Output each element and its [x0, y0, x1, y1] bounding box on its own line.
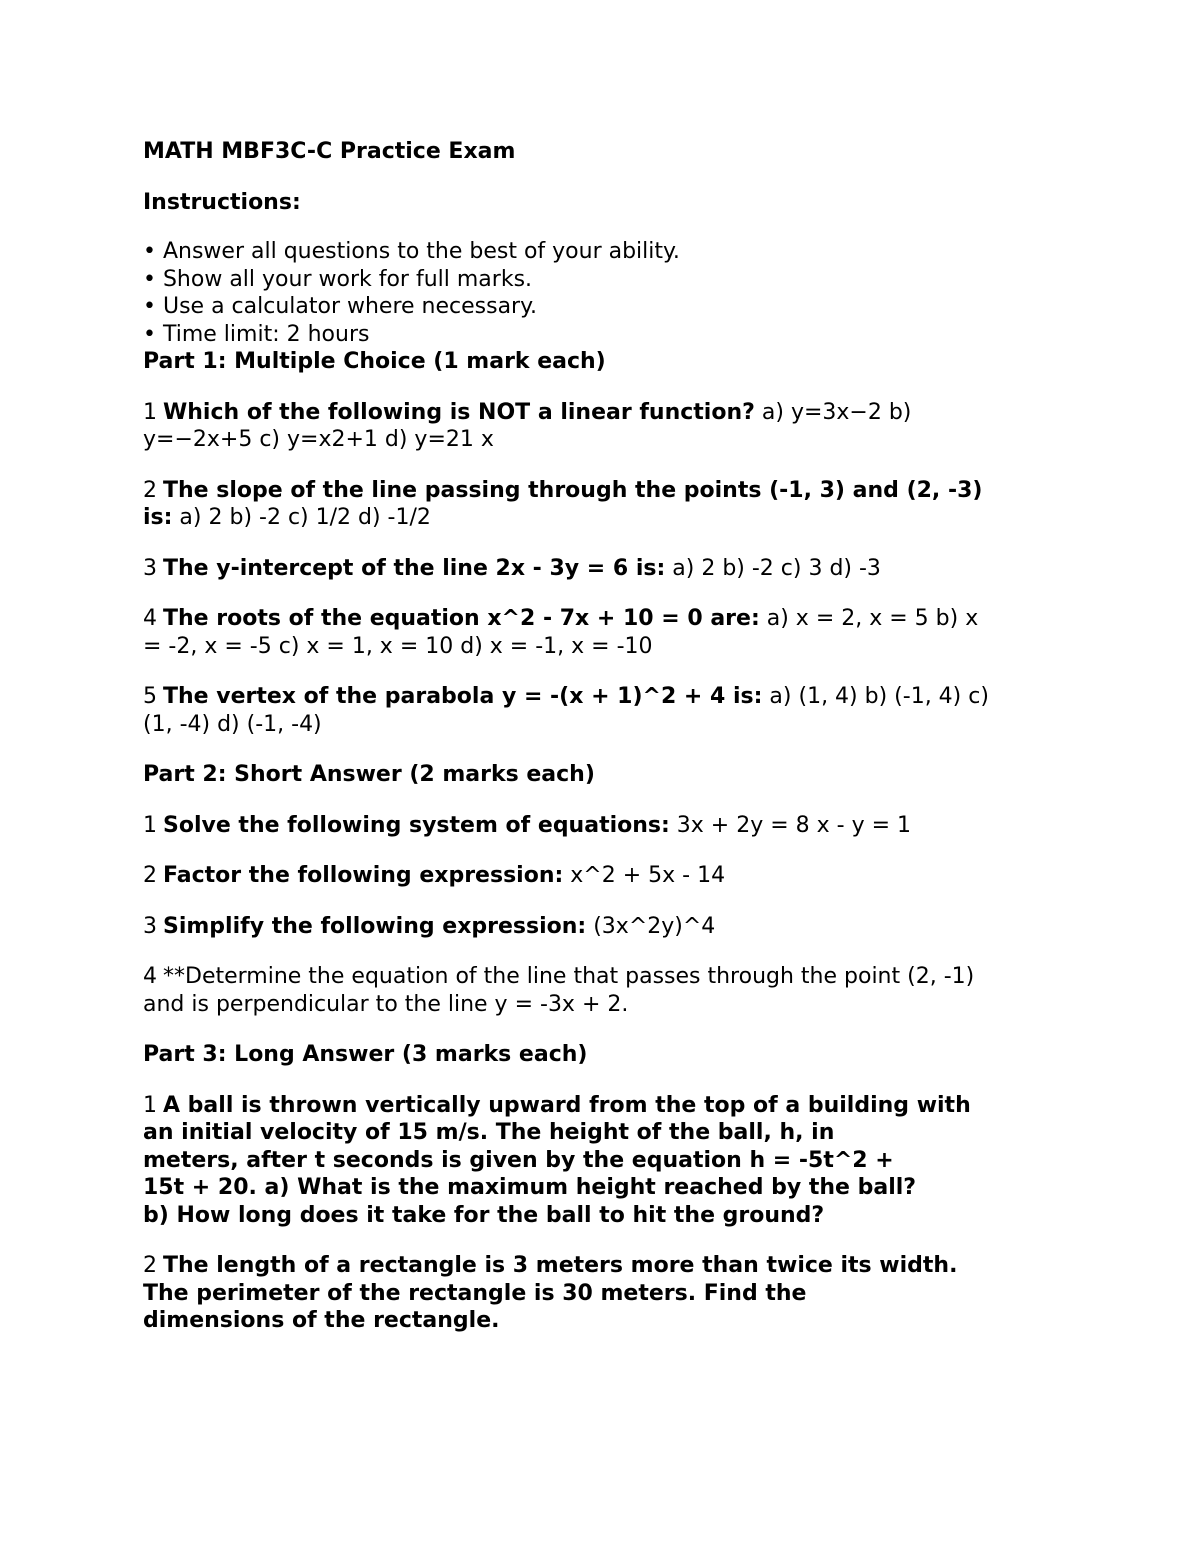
question-prompt: Solve the following system of equations:	[163, 812, 670, 838]
part2-heading: Part 2: Short Answer (2 marks each)	[143, 762, 595, 787]
question-options: a) y=3x−2 b)	[754, 399, 912, 425]
question-body: x^2 + 5x - 14	[563, 863, 726, 888]
question-options: a) 2 b) -2 c) 3 d) -3	[665, 555, 881, 581]
part2-question-4	[143, 963, 1058, 1018]
question-text-line: The length of a rectangle is 3 meters more than twice its width.	[163, 1253, 958, 1278]
question-options-cont: = -2, x = -5 c) x = 1, x = 10 d) x = -1, x = -10	[143, 633, 653, 659]
part1-question-2	[143, 477, 1058, 532]
question-options-cont: (1, -4) d) (-1, -4)	[143, 711, 322, 737]
exam-document	[143, 138, 1058, 1335]
question-prompt: Which of the following is NOT a linear function?	[163, 399, 755, 425]
question-body-cont: and is perpendicular to the line y = -3x + 2.	[143, 991, 629, 1017]
question-text-line: dimensions of the rectangle.	[143, 1308, 500, 1333]
question-body: (3x^2y)^4	[586, 913, 716, 939]
part3-heading: Part 3: Long Answer (3 marks each)	[143, 1042, 588, 1067]
question-prompt: The vertex of the parabola y = -(x + 1)^2 + 4 is:	[163, 684, 763, 709]
question-prompt: The slope of the line passing through the points (-1, 3) and (2, -3)	[163, 477, 983, 503]
question-body: **Determine the equation of the line that passes through the point (2, -1)	[163, 964, 975, 989]
part3-question-1	[143, 1092, 1058, 1230]
part2-question-2	[143, 862, 1058, 890]
instruction-item: • Use a calculator where necessary.	[143, 294, 537, 319]
question-text-line: b) How long does it take for the ball to hit the ground?	[143, 1202, 825, 1228]
question-prompt-cont: is:	[143, 505, 173, 530]
question-text-line: an initial velocity of 15 m/s. The height of the ball, h, in	[143, 1120, 835, 1145]
question-number: 1	[143, 1092, 157, 1118]
part2-question-1	[143, 812, 1058, 840]
instruction-item: • Time limit: 2 hours	[143, 321, 370, 347]
question-prompt: Factor the following expression:	[163, 863, 564, 888]
part1-question-5	[143, 683, 1058, 738]
exam-title: MATH MBF3C-C Practice Exam	[143, 139, 516, 164]
question-text-line: 15t + 20. a) What is the maximum height reached by the ball?	[143, 1175, 917, 1200]
question-prompt: The y-intercept of the line 2x - 3y = 6 is:	[163, 555, 666, 581]
instruction-item: • Answer all questions to the best of your ability.	[143, 239, 680, 264]
question-body: 3x + 2y = 8 x - y = 1	[669, 812, 912, 838]
question-number: 4	[143, 964, 157, 989]
question-number: 2	[143, 863, 157, 888]
part1-question-1	[143, 399, 1058, 454]
part1-question-3	[143, 555, 1058, 583]
question-number: 2	[143, 1253, 157, 1278]
question-options: a) (1, 4) b) (-1, 4) c)	[762, 684, 989, 709]
question-number: 5	[143, 684, 157, 709]
instructions-list	[143, 238, 1058, 348]
question-text-line: A ball is thrown vertically upward from the top of a building with	[163, 1092, 971, 1118]
question-text-line: meters, after t seconds is given by the equation h = -5t^2 +	[143, 1147, 894, 1173]
question-prompt: The roots of the equation x^2 - 7x + 10 = 0 are:	[163, 606, 760, 631]
part2-question-3	[143, 913, 1058, 941]
question-options: a) 2 b) -2 c) 1/2 d) -1/2	[172, 505, 431, 530]
question-number: 2	[143, 477, 157, 503]
question-number: 3	[143, 555, 157, 581]
question-number: 3	[143, 913, 157, 939]
question-options: a) x = 2, x = 5 b) x	[759, 606, 979, 631]
instructions-heading: Instructions:	[143, 189, 301, 215]
question-prompt: Simplify the following expression:	[163, 913, 587, 939]
question-number: 1	[143, 812, 157, 838]
question-number: 4	[143, 606, 157, 631]
question-number: 1	[143, 399, 157, 425]
part3-question-2	[143, 1252, 1058, 1335]
part1-heading: Part 1: Multiple Choice (1 mark each)	[143, 349, 606, 374]
part1-question-4	[143, 605, 1058, 660]
question-text-line: The perimeter of the rectangle is 30 meters. Find the	[143, 1280, 807, 1306]
question-options-cont: y=−2x+5 c) y=x2+1 d) y=21 x	[143, 427, 494, 452]
instruction-item: • Show all your work for full marks.	[143, 266, 533, 292]
